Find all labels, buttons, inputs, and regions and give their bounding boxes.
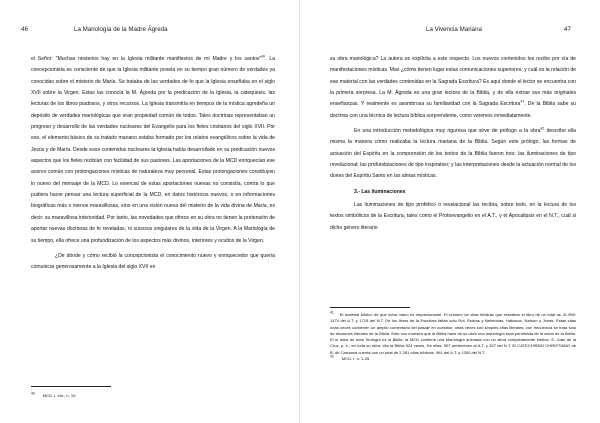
footnote-ref-42: 42: [540, 126, 545, 131]
left-running-title: La Mariología de la Madre Ágreda: [74, 26, 168, 33]
right-page: [300, 0, 600, 423]
right-paragraph-3: Las iluminaciones de tipo profético o revelacional las recibía, sobre todo, en la lectura de los textos simbólicos de la Escritura, tales como el Protoevangelio en el A.T., y el Apocalipsis en el N.T., cuál si dicho género literario: [330, 202, 576, 231]
left-footnote-divider: [31, 386, 111, 387]
left-para1-text-a: el Señor: "Muchas misterios hay en la Iglesia militante manifiestos de mi Madre y los santos": [31, 56, 262, 62]
left-page-number: 46: [21, 26, 28, 33]
left-para1-text-b: . La concepcionista es consciente de que la Iglesia militante posela en su tiempo gran número de verdades ya conocidas sobre el misterio de María. Se trataba de las verdades de fe que la Iglesia enseñaba en el siglo XVII sobre la Virgen. Estas las conocía la M. Ágreda por la predicación de la Iglesia, la catequesis, las lecturas de los libros piadosos, y otros recursos. La Iglesia transmitía en tiempos de la mística agredeña un depósito de verdades mariológicas que eran propiedad común de todos. Tales doctrinas representaban un progreso y desarrollo de las verdades nucleares del Evangelio para los fieles cristianos del siglo XVII. Por eso, el elemento básico de su tratado mariano estaba formado por los relatos evangélicos sobre la vida de Jesús y de María. Desde esos contenidos nucleares la Iglesia había desarrollado en su predicación nuevos aspectos que los fieles recibían con facilidad de sus pastores. Las aportaciones de la MCD enriquecían ese acervo común con prolongaciones místicas de naturaleza muy personal. Estas prolongaciones constituyen lo nuevo del mensaje de la MCD. Lo esencial de estas aportaciones nuevas no consistía, contra lo que pudiera hacer pensar una lectura superficial de la MCD, en datos históricos nuevos, o en informaciones biográficas más o menos maravillosas, sino en una visión nueva del misterio de la: [31, 56, 276, 210]
right-body-text: [330, 54, 576, 234]
right-paragraph-2: [330, 126, 576, 183]
right-page-number: 47: [564, 26, 571, 33]
right-running-title: La Vivencia Mariana: [426, 26, 482, 33]
right-paragraph-1: [330, 54, 576, 122]
footnote-ref-41: 41: [520, 99, 525, 104]
footnote-ref-40: 40: [261, 54, 266, 59]
left-paragraph-2: ¿De dónde y cómo recibió la concepcionista el conocimiento nuevo y enriquecedor que quería comunicar generosamente a la Iglesia del siglo XVII en: [31, 252, 275, 271]
left-para1-text-c: , es decir: su maravillosa interioridad. Por tanto, las novedades que ofrece en su obra no tienen la pretensión de aportar nuevas doctrinas de fe reveladas, ni sucesos singulares de la vida de la Virgen. A la Mariología de su tiempo, ella ofrece una profundización de los aspectos más divinos, interiores y ocultos de la Virgen.: [31, 203, 275, 244]
footnote-42-text: MCD, I, n. 1-25.: [341, 355, 371, 361]
left-footnotes: [31, 393, 275, 399]
footnote-41-number: 41: [330, 310, 334, 315]
section-heading: 3.- Las iluminaciones: [354, 188, 406, 195]
footnote-40-text: MCD, I, intr., n. 10.: [42, 393, 77, 398]
footnote-42-number: 42: [330, 354, 334, 359]
footnote-42: [330, 356, 576, 362]
right-footnotes: [330, 312, 576, 362]
left-para1-emphasis: vida divina de María: [220, 203, 267, 210]
left-paragraph-1: [31, 54, 275, 247]
footnote-41-text: El material bíblico de que echa mano es impresionante. El número de citas bíblicas que esmaltan el libro de un total de 31.959: 1474 del A.T. y 1715 del N.T. De los libros de la Escritura faltan solo Rut, Esdras y Nehemías, Habacuc, Nahum y Jonás. Estas citas unas veces contienen un amplio comentario del pasaje en cuestión; otras veces son simples citas literales; con frecuencia se trata solo de alusiones literales de la Biblia. Esto nos muestra que la Biblia hace de su obra una mariología toda penetrada de la savia de la Biblia. El si alma de toda Teología es la Biblia, la MCD contiene una Mariología animada con un alma completamente bíblica. S. Juan de la Cruz, p. e., en toda su obra, cita la Biblia 924 veces. De ellas: 597 pertenecen al A.T. y 327 del N.T. El CATECHISMO CHRISTIANO de B. de Carranza cuenta con un total de 2.281 citas bíblicas: 981 del A.T. y 1300 del N.T.: [330, 312, 576, 355]
right-para2-text-b: describe ella misma la manera cómo realizaba la lectura mariana de la Biblia. Según este prólogo, las formas de actuación del Espíritu en la comprensión de los textos de la Biblia fueron tres: las iluminaciones de tipo revelacional; las profundizaciones de tipo inspirativo; y las interpretaciones desde la actuación normal de los dones del Espíritu Santo en las almas místicas.: [330, 128, 577, 180]
right-para1-end: . De la Biblia sabe su doctrina con una técnica de lectura bíblica sorprendente, como veremos inmediatamente.: [330, 101, 576, 119]
right-para1-text: su obra mariológica? La autora es explícita a este respecto. Los nuevos contenidos los recibe por vía de manifestaciones místicas. Mas ¿cómo tienen lugar estas comunicaciones superiores, y cuál es la relación de ese material con las verdades contenidas en la Sagrada Escritura? Es aquí donde el lector se encuentra con la primera sorpresa. La M. Ágreda es una gran lectora de la Biblia, y de ella extrae sus más originales enseñanzas. Y realmente es asombrosa su familiaridad con la Sagrada Escritura: [330, 56, 576, 108]
footnote-40: [31, 393, 275, 399]
right-footnote-divider: [330, 307, 410, 308]
left-body-text: [31, 54, 275, 274]
right-para2-text-a: En una introducción metodológica muy rigurosa que sirve de prólogo a la obra: [354, 128, 541, 135]
footnote-40-number: 40: [31, 391, 35, 396]
